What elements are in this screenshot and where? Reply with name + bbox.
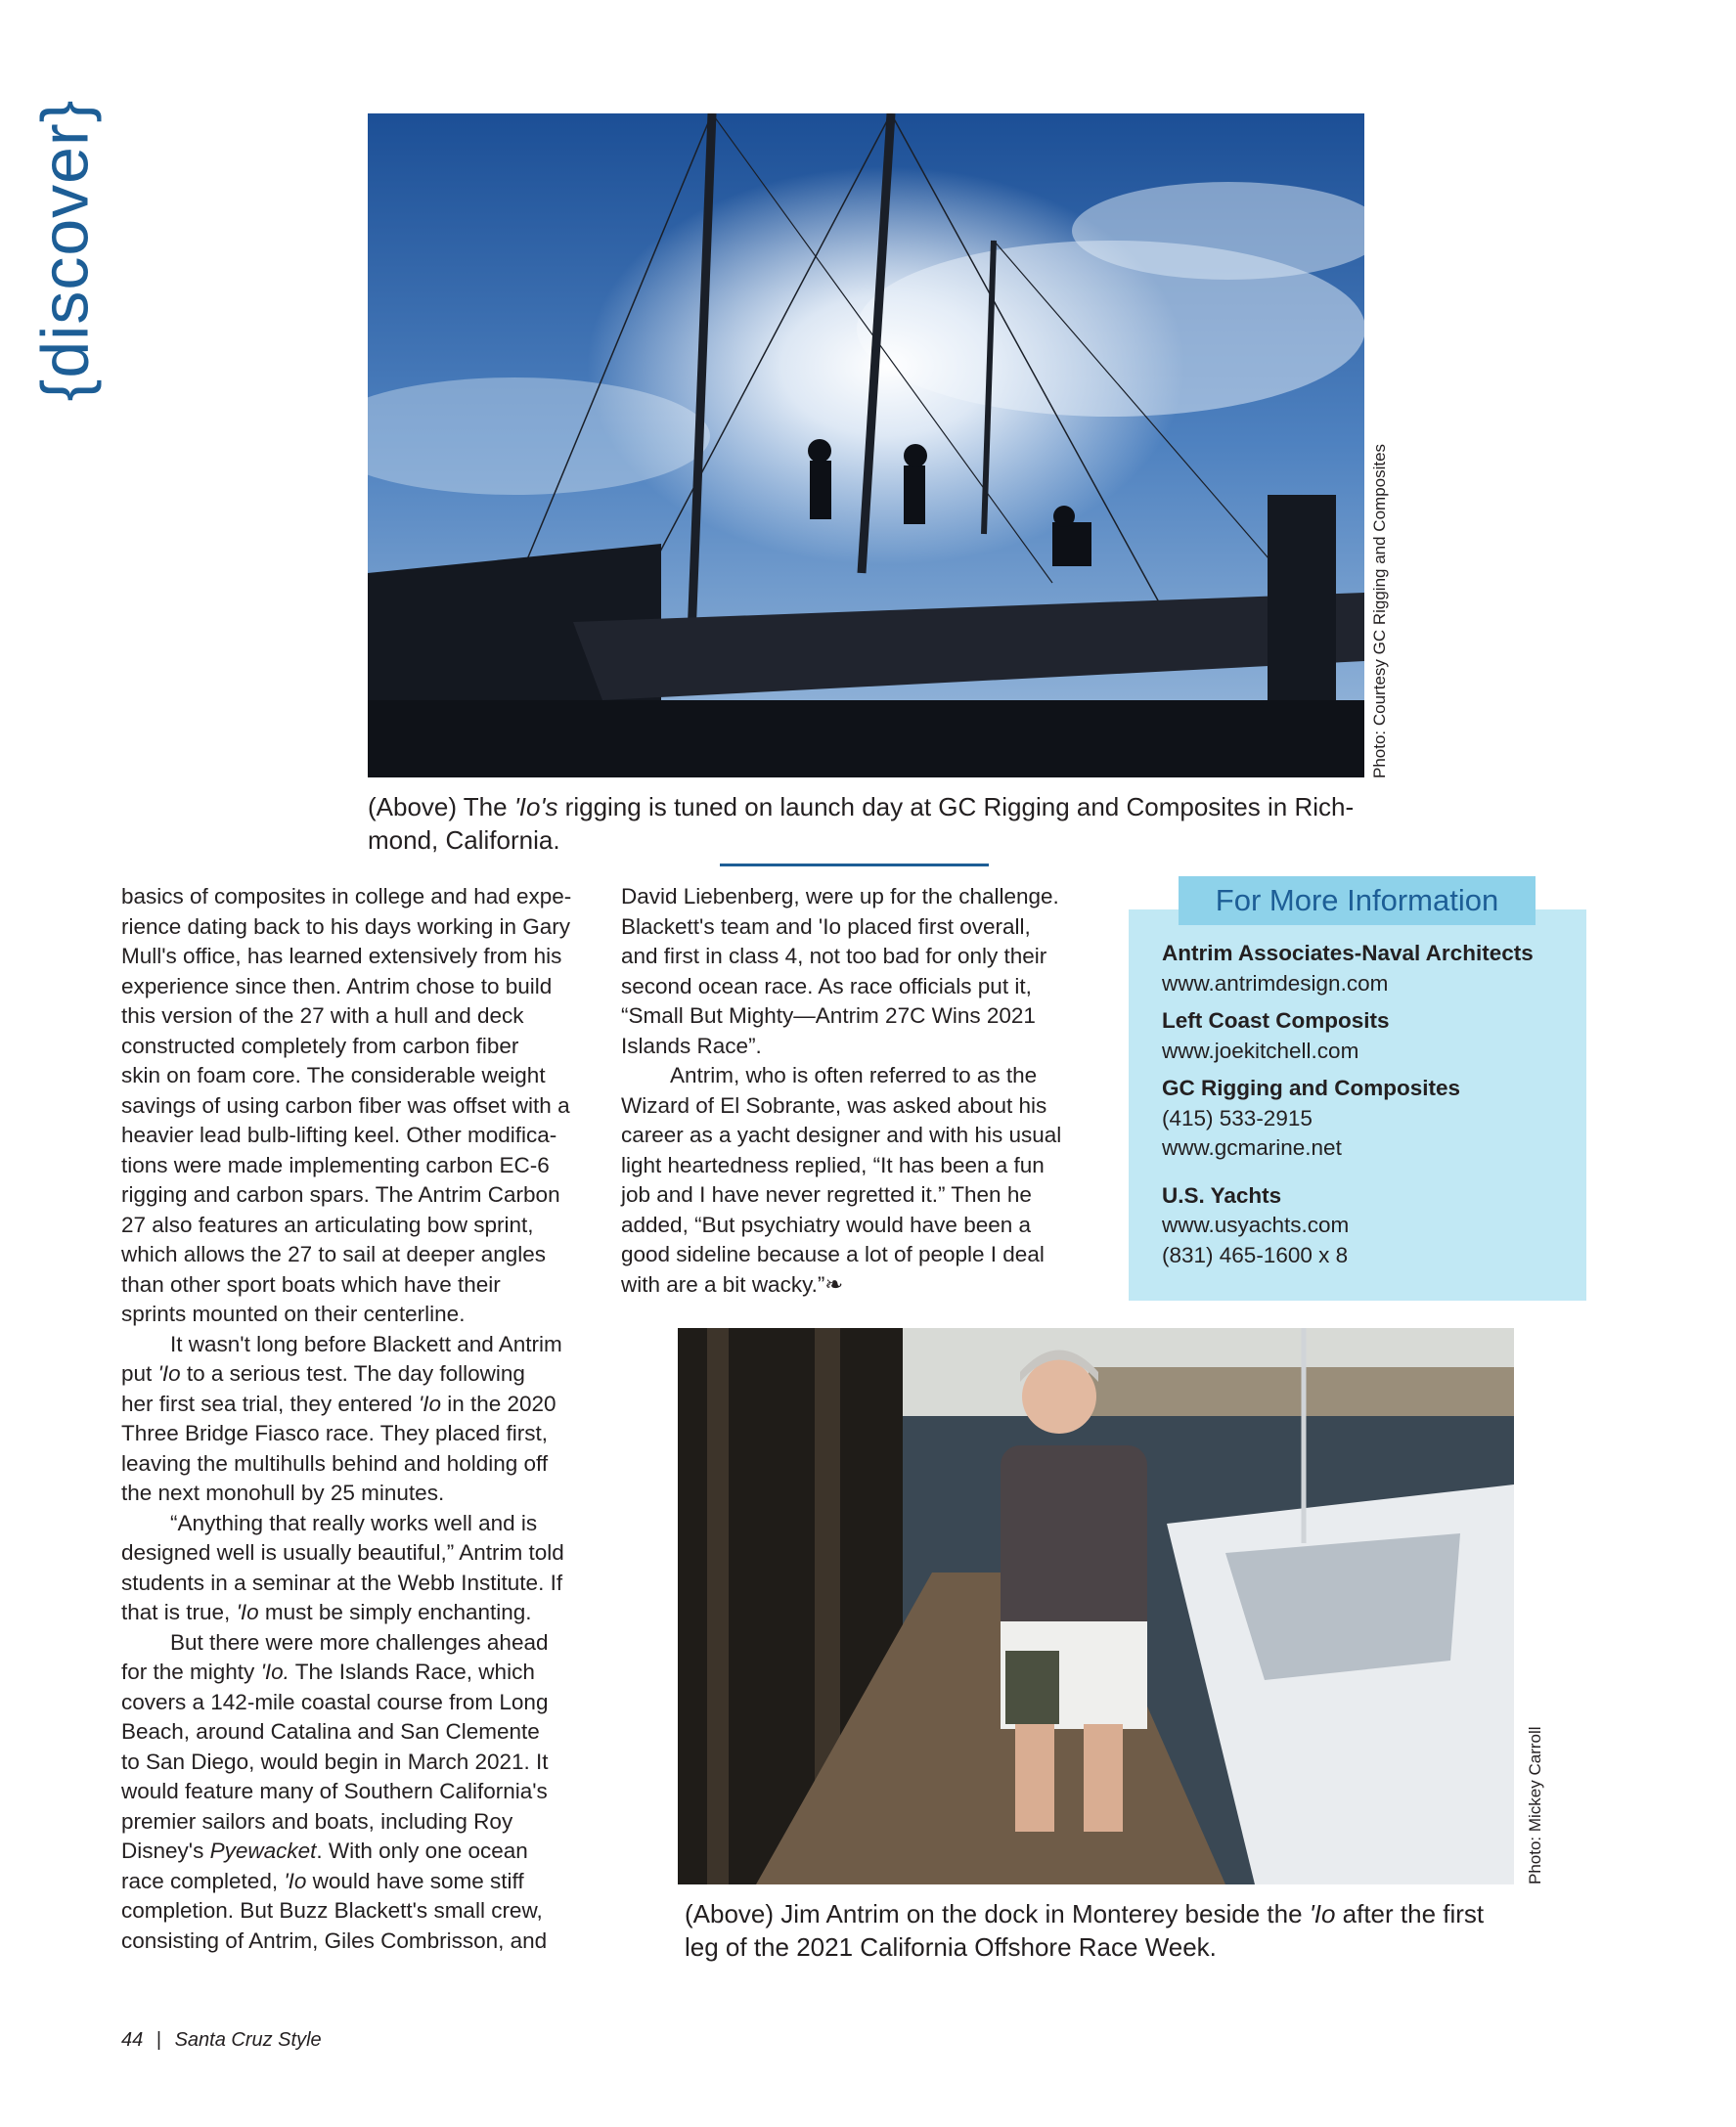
end-mark-icon: ❧ [824,1271,844,1297]
footer-separator: | [156,2029,162,2051]
info-link: www.gcmarine.net [1162,1135,1342,1160]
info-link: www.antrimdesign.com [1162,970,1389,996]
info-entry: Left Coast Composits www.joekitchell.com [1162,1006,1573,1066]
article-column-right [621,882,1091,1300]
section-label: {discover} [27,99,103,401]
paragraph: But there were more challenges ahead for the mighty 'Io. The Islands Race, which covers a 142-mile coastal course from Long Beach, around Catalina and San Clemente to San Diego, would begin in March 2021. It would feature many of Southern California's premier sailors and boats, including Roy Disney's Pyewacket. With only one ocean race completed, 'Io would have some stiff completion. But Buzz Blackett's small crew, consisting of Antrim, Giles Combrisson, and [121,1629,549,1953]
photo-rigging-launch [368,113,1364,777]
paragraph: It wasn't long before Blackett and Antrim put 'Io to a serious test. The day following her first sea trial, they entered 'Io in the 2020 Three Bridge Fiasco race. They placed first, leaving the multihulls behind and holding off the next monohull by 25 minutes. [121,1331,562,1505]
paragraph: David Liebenberg, were up for the challenge. Blackett's team and 'Io placed first overall, and first in class 4, not too bad for only their second ocean race. As race officials put it, “Small But Mighty—Antrim 27C Wins 2021 Islands Race”. [621,884,1059,1058]
publication-name: Santa Cruz Style [174,2029,322,2051]
info-entry: Antrim Associates-Naval Architects www.antrimdesign.com [1162,939,1573,998]
info-phone: (831) 465-1600 x 8 [1162,1242,1349,1267]
paragraph: “Anything that really works well and is designed well is usually beautiful,” Antrim told students in a seminar at the Webb Institute. If that is true, 'Io must be simply enchanting. [121,1510,564,1624]
page-number: 44 [121,2029,144,2051]
info-phone: (415) 533-2915 [1162,1105,1313,1130]
article-column-left [121,882,601,1956]
info-box-list [1162,939,1573,1278]
photo-credit-bottom: Photo: Mickey Carroll [1526,1726,1544,1884]
photo-credit-top: Photo: Courtesy GC Rigging and Composites [1370,443,1389,778]
info-box-title: For More Information [1179,876,1536,925]
paragraph: basics of composites in college and had expe- rience dating back to his days working in Gary Mull's office, has learned extensively from his experience since then. Antrim chose to build this version of the 27 with a hull and deck constructed completely from carbon fiber skin on foam core. The considerable weight savings of using carbon fiber was offset with a heavier lead bulb-lifting keel. Other modifica- tions were made implementing carbon EC-6 rigging and carbon spars. The Antrim Carbon 27 also features an articulating bow sprint, which allows the 27 to sail at deeper angles than other sport boats which have their sprints mounted on their centerline. [121,884,572,1326]
photo-caption-bottom: (Above) Jim Antrim on the dock in Monterey beside the 'Io after the first leg of the 2021 California Offshore Race Week. [685,1899,1485,1962]
paragraph: Antrim, who is often referred to as the Wizard of El Sobrante, was asked about his career as a yacht designer and with his usual light heartedness replied, “It has been a fun job and I have never regretted it.” Then he added, “But psychiatry would have been a good sideline because a lot of people I deal with are a bit wacky.”❧ [621,1063,1062,1297]
photo-antrim-dock [678,1328,1514,1884]
info-entry: U.S. Yachts www.usyachts.com (831) 465-1600 x 8 [1162,1181,1573,1271]
info-link: www.joekitchell.com [1162,1038,1359,1063]
section-tab [25,99,104,401]
info-link: www.usyachts.com [1162,1213,1350,1237]
info-entry: GC Rigging and Composites (415) 533-2915 www.gcmarine.net [1162,1074,1573,1164]
section-divider [720,864,989,866]
photo-caption-top: (Above) The 'Io's rigging is tuned on launch day at GC Rigging and Composites in Rich- mond, California. [368,792,1355,855]
page-footer [121,2029,322,2052]
